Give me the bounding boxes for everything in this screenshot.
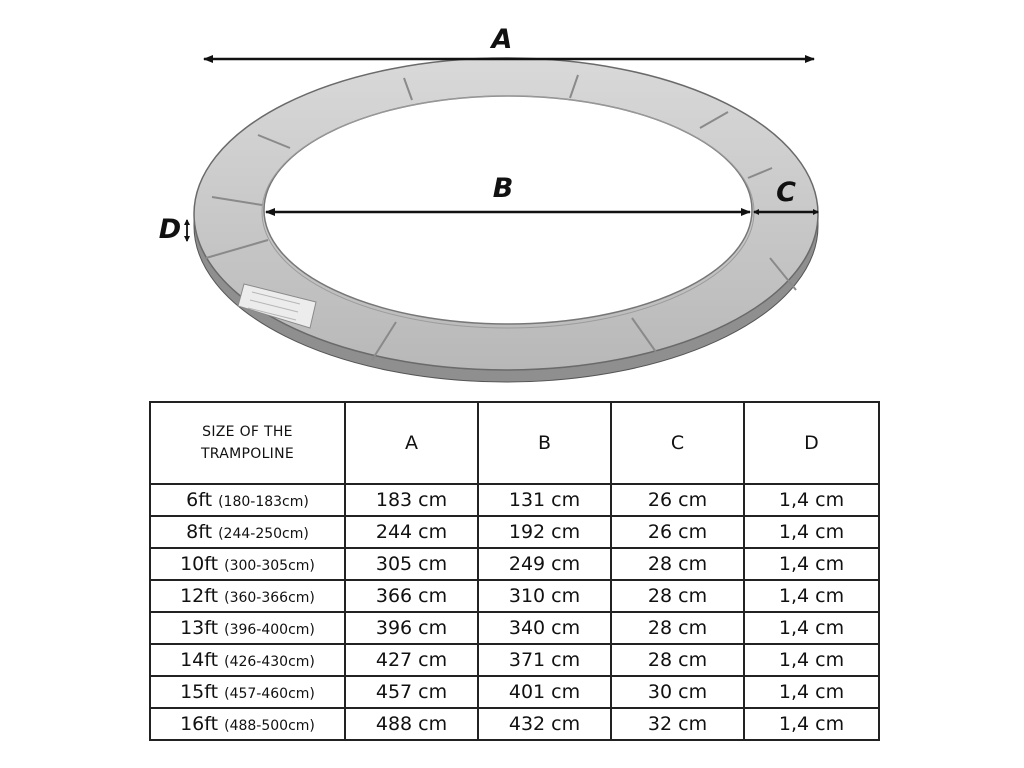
- cell-size: [150, 676, 345, 708]
- size-range: (488-500cm): [224, 718, 315, 734]
- table-row: [150, 708, 879, 740]
- pad-ring: [194, 58, 818, 382]
- dimension-a-label: A: [491, 24, 513, 55]
- cell-c: 28 cm: [611, 548, 744, 580]
- cell-size: [150, 516, 345, 548]
- size-range: (426-430cm): [224, 654, 315, 670]
- cell-d: 1,4 cm: [744, 580, 879, 612]
- size-range: (300-305cm): [224, 558, 315, 574]
- table-row: [150, 516, 879, 548]
- dimension-c-label: C: [776, 177, 796, 208]
- table-row: [150, 612, 879, 644]
- cell-a: 457 cm: [345, 676, 478, 708]
- pad-inner-hole: [264, 96, 752, 324]
- size-range: (244-250cm): [218, 526, 309, 542]
- cell-c: 32 cm: [611, 708, 744, 740]
- cell-size: [150, 580, 345, 612]
- cell-b: 192 cm: [478, 516, 611, 548]
- cell-c: 26 cm: [611, 516, 744, 548]
- cell-a: 305 cm: [345, 548, 478, 580]
- cell-c: 26 cm: [611, 484, 744, 516]
- cell-size: [150, 612, 345, 644]
- dimension-d-label: D: [158, 214, 182, 245]
- size-feet: 15ft: [180, 681, 219, 703]
- header-c: C: [611, 402, 744, 484]
- cell-c: 28 cm: [611, 644, 744, 676]
- cell-d: 1,4 cm: [744, 516, 879, 548]
- cell-size: [150, 484, 345, 516]
- cell-b: 371 cm: [478, 644, 611, 676]
- dimension-a: [204, 24, 814, 59]
- size-feet: 14ft: [180, 649, 219, 671]
- size-range: (396-400cm): [224, 622, 315, 638]
- size-feet: 12ft: [180, 585, 219, 607]
- cell-a: 183 cm: [345, 484, 478, 516]
- header-size: [150, 402, 345, 484]
- cell-b: 340 cm: [478, 612, 611, 644]
- header-size-line1: SIZE OF THE: [202, 423, 293, 440]
- header-a: A: [345, 402, 478, 484]
- cell-d: 1,4 cm: [744, 484, 879, 516]
- cell-d: 1,4 cm: [744, 548, 879, 580]
- table-row: [150, 676, 879, 708]
- cell-a: 366 cm: [345, 580, 478, 612]
- cell-b: 131 cm: [478, 484, 611, 516]
- cell-c: 28 cm: [611, 580, 744, 612]
- size-feet: 8ft: [186, 521, 213, 543]
- cell-b: 432 cm: [478, 708, 611, 740]
- cell-a: 396 cm: [345, 612, 478, 644]
- cell-d: 1,4 cm: [744, 708, 879, 740]
- header-b: B: [478, 402, 611, 484]
- size-feet: 10ft: [180, 553, 219, 575]
- table-row: [150, 580, 879, 612]
- size-range: (457-460cm): [224, 686, 315, 702]
- size-range: (180-183cm): [218, 494, 309, 510]
- cell-d: 1,4 cm: [744, 612, 879, 644]
- cell-a: 244 cm: [345, 516, 478, 548]
- cell-size: [150, 708, 345, 740]
- dimension-d: [159, 214, 187, 245]
- cell-c: 28 cm: [611, 612, 744, 644]
- cell-b: 401 cm: [478, 676, 611, 708]
- cell-size: [150, 548, 345, 580]
- cell-d: 1,4 cm: [744, 676, 879, 708]
- table-row: [150, 548, 879, 580]
- cell-b: 310 cm: [478, 580, 611, 612]
- cell-a: 488 cm: [345, 708, 478, 740]
- cell-a: 427 cm: [345, 644, 478, 676]
- header-d: D: [744, 402, 879, 484]
- table-header-row: [150, 402, 879, 484]
- cell-d: 1,4 cm: [744, 644, 879, 676]
- header-size-line2: TRAMPOLINE: [200, 446, 295, 462]
- table-row: [150, 644, 879, 676]
- dimension-b-label: B: [492, 173, 514, 204]
- size-range: (360-366cm): [224, 590, 315, 606]
- size-feet: 6ft: [186, 489, 213, 511]
- size-feet: 16ft: [180, 713, 219, 735]
- cell-b: 249 cm: [478, 548, 611, 580]
- cell-size: [150, 644, 345, 676]
- size-table: [149, 401, 880, 741]
- size-feet: 13ft: [180, 617, 219, 639]
- cell-c: 30 cm: [611, 676, 744, 708]
- table-row: [150, 484, 879, 516]
